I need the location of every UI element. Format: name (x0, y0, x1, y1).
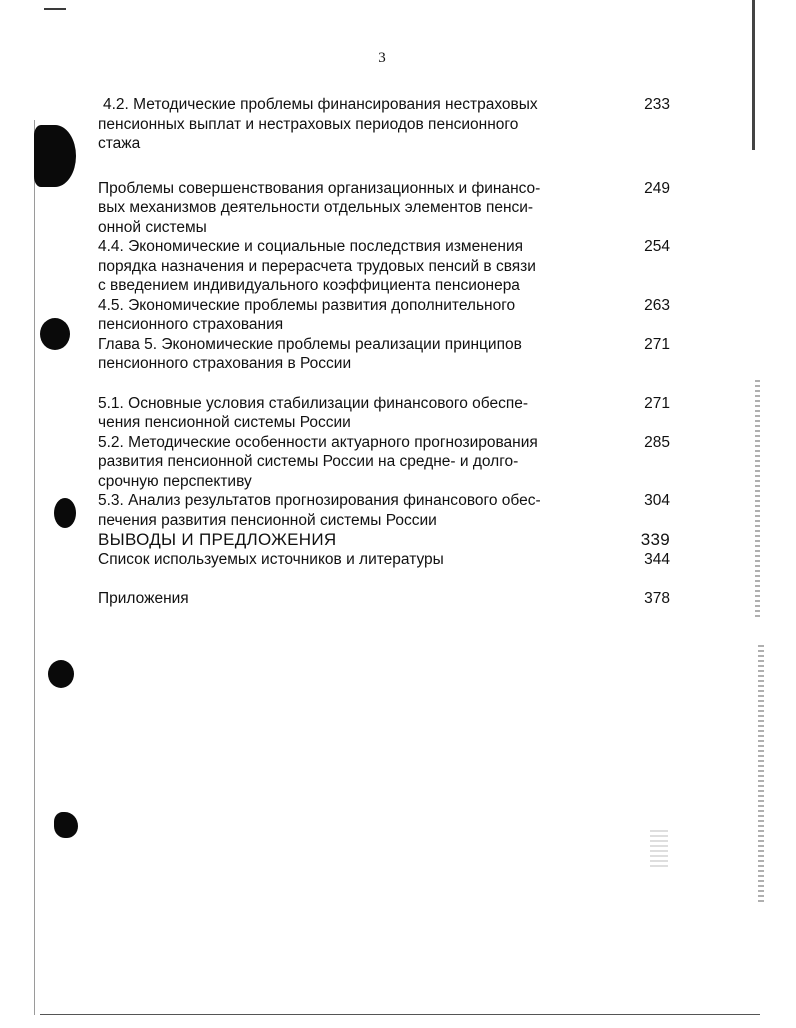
toc-entry-page: 271 (644, 394, 670, 412)
toc-entry-page: 285 (644, 433, 670, 451)
toc-entry-title: Проблемы совершенствования организационных и финансо- вых механизмов деятельности отдельных элементов пенси- онной системы (98, 179, 541, 236)
toc-entry-references (98, 550, 670, 570)
scan-right-speckle (755, 380, 760, 620)
hole-punch-mark (54, 812, 78, 838)
toc-entry-5-1 (98, 394, 670, 433)
toc-entry-page: 339 (640, 530, 670, 549)
toc-entry-5-2 (98, 433, 670, 492)
toc-entry-appendices (98, 589, 670, 609)
toc-entry-chapter-5 (98, 335, 670, 374)
toc-entry-title: 4.5. Экономические проблемы развития дополнительного пенсионного страхования (98, 296, 516, 333)
toc-entry-5-3 (98, 491, 670, 530)
toc-entry-page: 233 (644, 96, 670, 113)
toc-entry-title: 5.3. Анализ результатов прогнозирования финансового обес- печения развития пенсионной системы России (98, 492, 541, 529)
toc-entry-title: Глава 5. Экономические проблемы реализации принципов пенсионного страхования в России (98, 335, 522, 372)
toc-entry-4-4 (98, 237, 670, 296)
page-number: 3 (378, 50, 386, 66)
scan-top-mark (44, 8, 66, 10)
toc-entry-title: 5.2. Методические особенности актуарного прогнозирования развития пенсионной системы России на средне- и долго- срочную перспективу (98, 433, 538, 490)
toc-entry-page: 378 (644, 590, 670, 607)
toc-entry-page: 263 (644, 296, 670, 314)
toc-entry-page: 254 (644, 238, 670, 255)
toc-entry-page: 249 (644, 179, 670, 197)
toc-entry-title: 4.4. Экономические и социальные последствия изменения порядка назначения и перерасчета трудовых пенсий в связи с введением индивидуального коэффициента пенсионера (98, 238, 536, 294)
hole-punch-mark (54, 498, 76, 528)
scan-right-edge-line (752, 0, 755, 150)
hole-punch-mark (48, 660, 74, 688)
scan-right-speckle (758, 645, 764, 905)
toc-entry-page: 304 (644, 492, 670, 509)
toc-entry-page: 271 (644, 335, 670, 353)
hole-punch-mark (34, 125, 76, 187)
toc-entry-4-5 (98, 296, 670, 335)
toc-entry-4-3 (98, 179, 670, 238)
toc-entry-4-2 (98, 95, 670, 154)
hole-punch-mark (40, 318, 70, 350)
toc-entry-page: 344 (644, 550, 670, 568)
toc-entry-conclusions (98, 530, 670, 550)
toc-entry-title: 5.1. Основные условия стабилизации финансового обеспе- чения пенсионной системы России (98, 394, 529, 431)
scan-mid-speckle (650, 830, 668, 870)
scan-bottom-edge-line (40, 1014, 760, 1015)
table-of-contents (98, 95, 670, 609)
toc-entry-title: Приложения (98, 590, 189, 607)
toc-entry-title: Список используемых источников и литературы (98, 550, 444, 568)
toc-entry-title: ВЫВОДЫ И ПРЕДЛОЖЕНИЯ (98, 530, 337, 549)
scan-left-edge-line (34, 120, 35, 1015)
toc-entry-title: 4.2. Методические проблемы финансирования нестраховых пенсионных выплат и нестраховых периодов пенсионного стажа (98, 96, 538, 152)
